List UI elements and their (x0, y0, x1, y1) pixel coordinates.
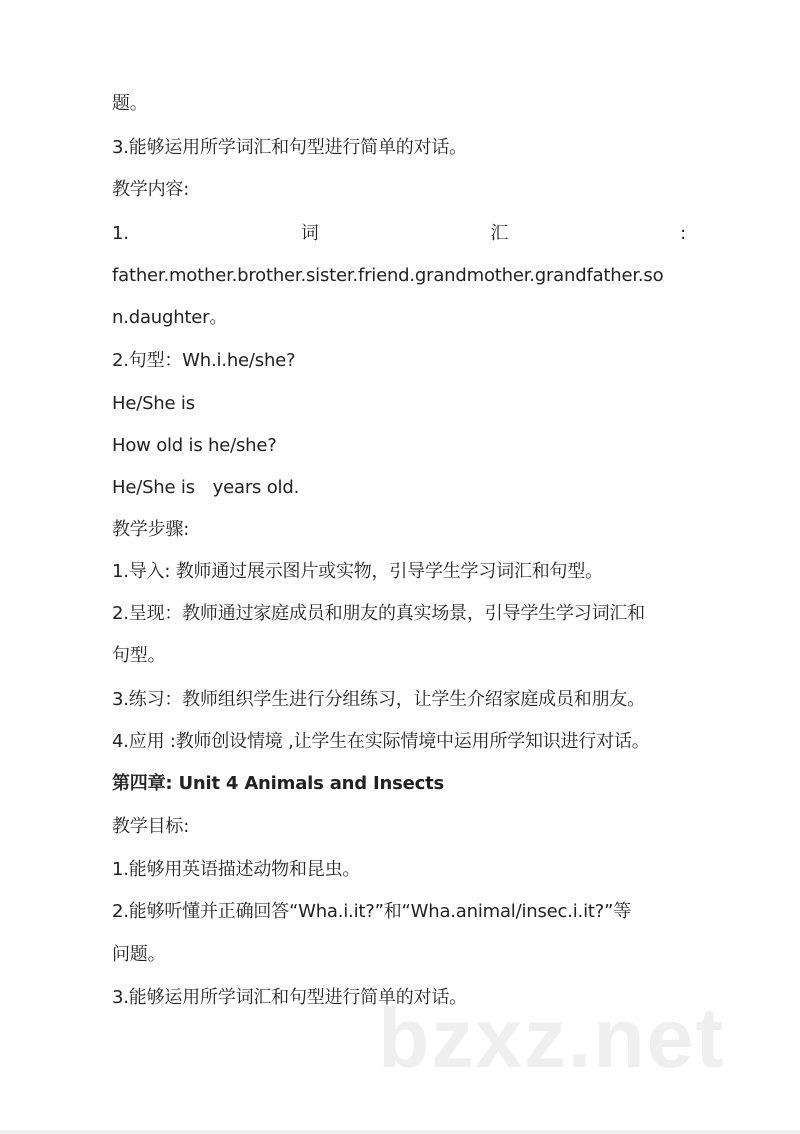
text-line: 3.能够运用所学词汇和句型进行简单的对话。 (112, 987, 467, 1008)
text-line: 问题。 (112, 944, 166, 965)
text-line: 教学内容: (112, 179, 190, 200)
text-line: 2.能够听懂并正确回答“Wha.i.it?”和“Wha.animal/insec.i.it?”等 (112, 901, 632, 922)
text-line: 教学目标: (112, 816, 190, 837)
vocab-char: 词 (300, 223, 319, 244)
text-line: 3.练习：教师组织学生进行分组练习，让学生介绍家庭成员和朋友。 (112, 689, 645, 710)
text-line: 3.能够运用所学词汇和句型进行简单的对话。 (112, 137, 467, 158)
text-line: How old is he/she? (112, 435, 277, 456)
text-line: n.daughter。 (112, 307, 228, 328)
chapter-heading: 第四章: Unit 4 Animals and Insects (112, 773, 445, 794)
text-line: He/She is (112, 393, 195, 414)
vocab-heading (112, 222, 686, 246)
text-line: 1.能够用英语描述动物和昆虫。 (112, 859, 361, 880)
text-line: 2.呈现：教师通过家庭成员和朋友的真实场景，引导学生学习词汇和 (112, 603, 645, 624)
watermark: bzxz.net (378, 991, 726, 1085)
vocab-colon: : (680, 223, 686, 244)
text-line: He/She is years old. (112, 477, 300, 498)
text-line: 句型。 (112, 645, 166, 666)
text-line: 教学步骤: (112, 519, 190, 540)
page-bottom-edge (0, 1130, 800, 1134)
text-line: 2.句型：Wh.i.he/she? (112, 350, 296, 371)
vocab-char: 汇 (490, 223, 509, 244)
text-line: father.mother.brother.sister.friend.grandmother.grandfather.so (112, 265, 664, 286)
text-line: 题。 (112, 93, 148, 114)
vocab-number: 1. (112, 223, 129, 244)
text-line: 1.导入: 教师通过展示图片或实物，引导学生学习词汇和句型。 (112, 561, 603, 582)
text-line: 4.应用 :教师创设情境 ,让学生在实际情境中运用所学知识进行对话。 (112, 731, 650, 752)
